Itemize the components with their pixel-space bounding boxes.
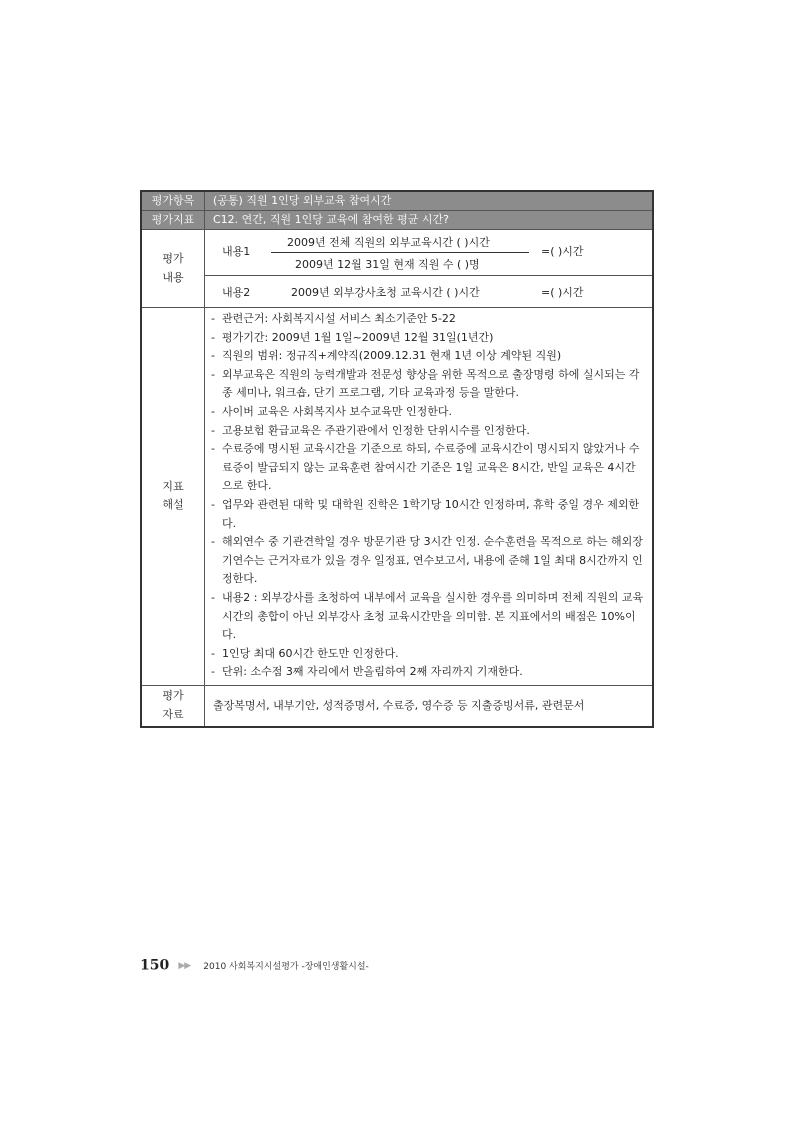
dash-bullet: -	[211, 535, 215, 549]
footer-title: 2010 사회복지시설평가 -장애인생활시설-	[203, 962, 369, 972]
evaluation-content-label-text: 평가 내용	[162, 252, 184, 284]
explanation-item	[211, 663, 646, 682]
content1-row	[205, 230, 652, 276]
explanation-text: 고용보험 환급교육은 주관기관에서 인정한 단위시수를 인정한다.	[222, 423, 530, 437]
row-evaluation-indicator	[141, 211, 653, 230]
content1-denominator: 2009년 12월 31일 현재 직원 수 ( )명	[295, 258, 480, 271]
row-evaluation-materials	[141, 685, 653, 727]
explanation-text: 평가기간: 2009년 1월 1일~2009년 12월 31일(1년간)	[222, 330, 494, 344]
dash-bullet: -	[211, 367, 215, 381]
evaluation-item-label: 평가항목	[141, 191, 205, 211]
explanation-text: 업무와 관련된 대학 및 대학원 진학은 1학기당 10시간 인정하며, 휴학 중일 경우 제외한다.	[222, 497, 640, 530]
evaluation-item-value: (공통) 직원 1인당 외부교육 참여시간	[205, 191, 654, 211]
dash-bullet: -	[211, 349, 215, 363]
explanation-text: 단위: 소수점 3째 자리에서 반올림하여 2째 자리까지 기재한다.	[222, 665, 523, 679]
explanation-label	[141, 308, 205, 686]
explanation-text: 관련근거: 사회복지시설 서비스 최소기준안 5-22	[222, 312, 456, 325]
explanation-item	[211, 496, 646, 533]
dash-bullet: -	[211, 442, 215, 456]
explanation-label-text: 지표 해설	[162, 479, 184, 512]
dash-bullet: -	[211, 590, 215, 604]
content1-numerator: 2009년 전체 직원의 외부교육시간 ( )시간	[287, 236, 490, 249]
materials-label	[141, 685, 205, 727]
evaluation-indicator-label: 평가지표	[141, 211, 205, 230]
content2-result: =( )시간	[541, 286, 584, 299]
explanation-item	[211, 645, 646, 664]
explanation-text: 내용2 : 외부강사를 초청하여 내부에서 교육을 실시한 경우를 의미하며 전체 직원의 교육시간의 총합이 아닌 외부강사 초청 교육시간만을 의미함. 본 지표에서의 배점은 10%이다.	[222, 590, 644, 642]
dash-bullet: -	[211, 423, 215, 437]
row-indicator-explanation	[141, 308, 653, 686]
row-evaluation-item	[141, 191, 653, 211]
explanation-cell	[205, 308, 654, 686]
explanation-item	[211, 422, 646, 441]
arrow-icon: ▶▶	[178, 960, 191, 971]
content1-label: 내용1	[222, 245, 251, 258]
explanation-item	[211, 366, 646, 403]
explanation-text: 사이버 교육은 사회복지사 보수교육만 인정한다.	[222, 404, 453, 418]
explanation-text: 1인당 최대 60시간 한도만 인정한다.	[222, 646, 399, 660]
fraction-line	[271, 252, 529, 253]
content2-row	[205, 276, 652, 306]
explanation-text: 수료증에 명시된 교육시간을 기준으로 하되, 수료증에 교육시간이 명시되지 않았거나 수료증이 발급되지 않는 교육훈련 참여시간 기준은 1일 교육은 8시간, 반일 교육은 4시간으로 한다.	[222, 442, 640, 493]
explanation-list	[211, 310, 646, 682]
content2-text: 2009년 외부강사초청 교육시간 ( )시간	[291, 286, 480, 299]
explanation-item	[211, 589, 646, 645]
dash-bullet: -	[211, 330, 215, 344]
explanation-item	[211, 403, 646, 422]
formula-block	[205, 230, 652, 307]
evaluation-table	[140, 190, 654, 728]
explanation-item	[211, 310, 646, 329]
content2-label: 내용2	[222, 286, 251, 299]
explanation-item	[211, 347, 646, 366]
dash-bullet: -	[211, 404, 215, 418]
dash-bullet: -	[211, 665, 215, 679]
explanation-text: 외부교육은 직원의 능력개발과 전문성 향상을 위한 목적으로 출장명령 하에 실시되는 각종 세미나, 워크숍, 단기 프로그램, 기타 교육과정 등을 말한다.	[222, 367, 640, 400]
evaluation-content-label	[141, 230, 205, 308]
materials-value: 출장복명서, 내부기안, 성적증명서, 수료증, 영수증 등 지출증빙서류, 관련문서	[205, 685, 654, 727]
explanation-text: 해외연수 중 기관견학일 경우 방문기관 당 3시간 인정. 순수훈련을 목적으로 하는 해외장기연수는 근거자료가 있을 경우 일정표, 연수보고서, 내용에 준해 1일 최대 8시간까지 인정한다.	[222, 535, 643, 586]
materials-label-text: 평가 자료	[162, 689, 184, 721]
evaluation-indicator-value: C12. 연간, 직원 1인당 교육에 참여한 평균 시간?	[205, 211, 654, 230]
page-number: 150	[140, 957, 170, 974]
evaluation-content-cell	[205, 230, 654, 308]
explanation-item	[211, 440, 646, 496]
row-evaluation-content	[141, 230, 653, 308]
dash-bullet: -	[211, 312, 215, 325]
page-footer	[140, 955, 369, 974]
explanation-text: 직원의 범위: 정규직+계약직(2009.12.31 현재 1년 이상 계약된 직원)	[222, 349, 562, 363]
dash-bullet: -	[211, 646, 215, 660]
explanation-item	[211, 329, 646, 348]
content1-result: =( )시간	[541, 245, 584, 258]
explanation-item	[211, 533, 646, 589]
dash-bullet: -	[211, 497, 215, 511]
